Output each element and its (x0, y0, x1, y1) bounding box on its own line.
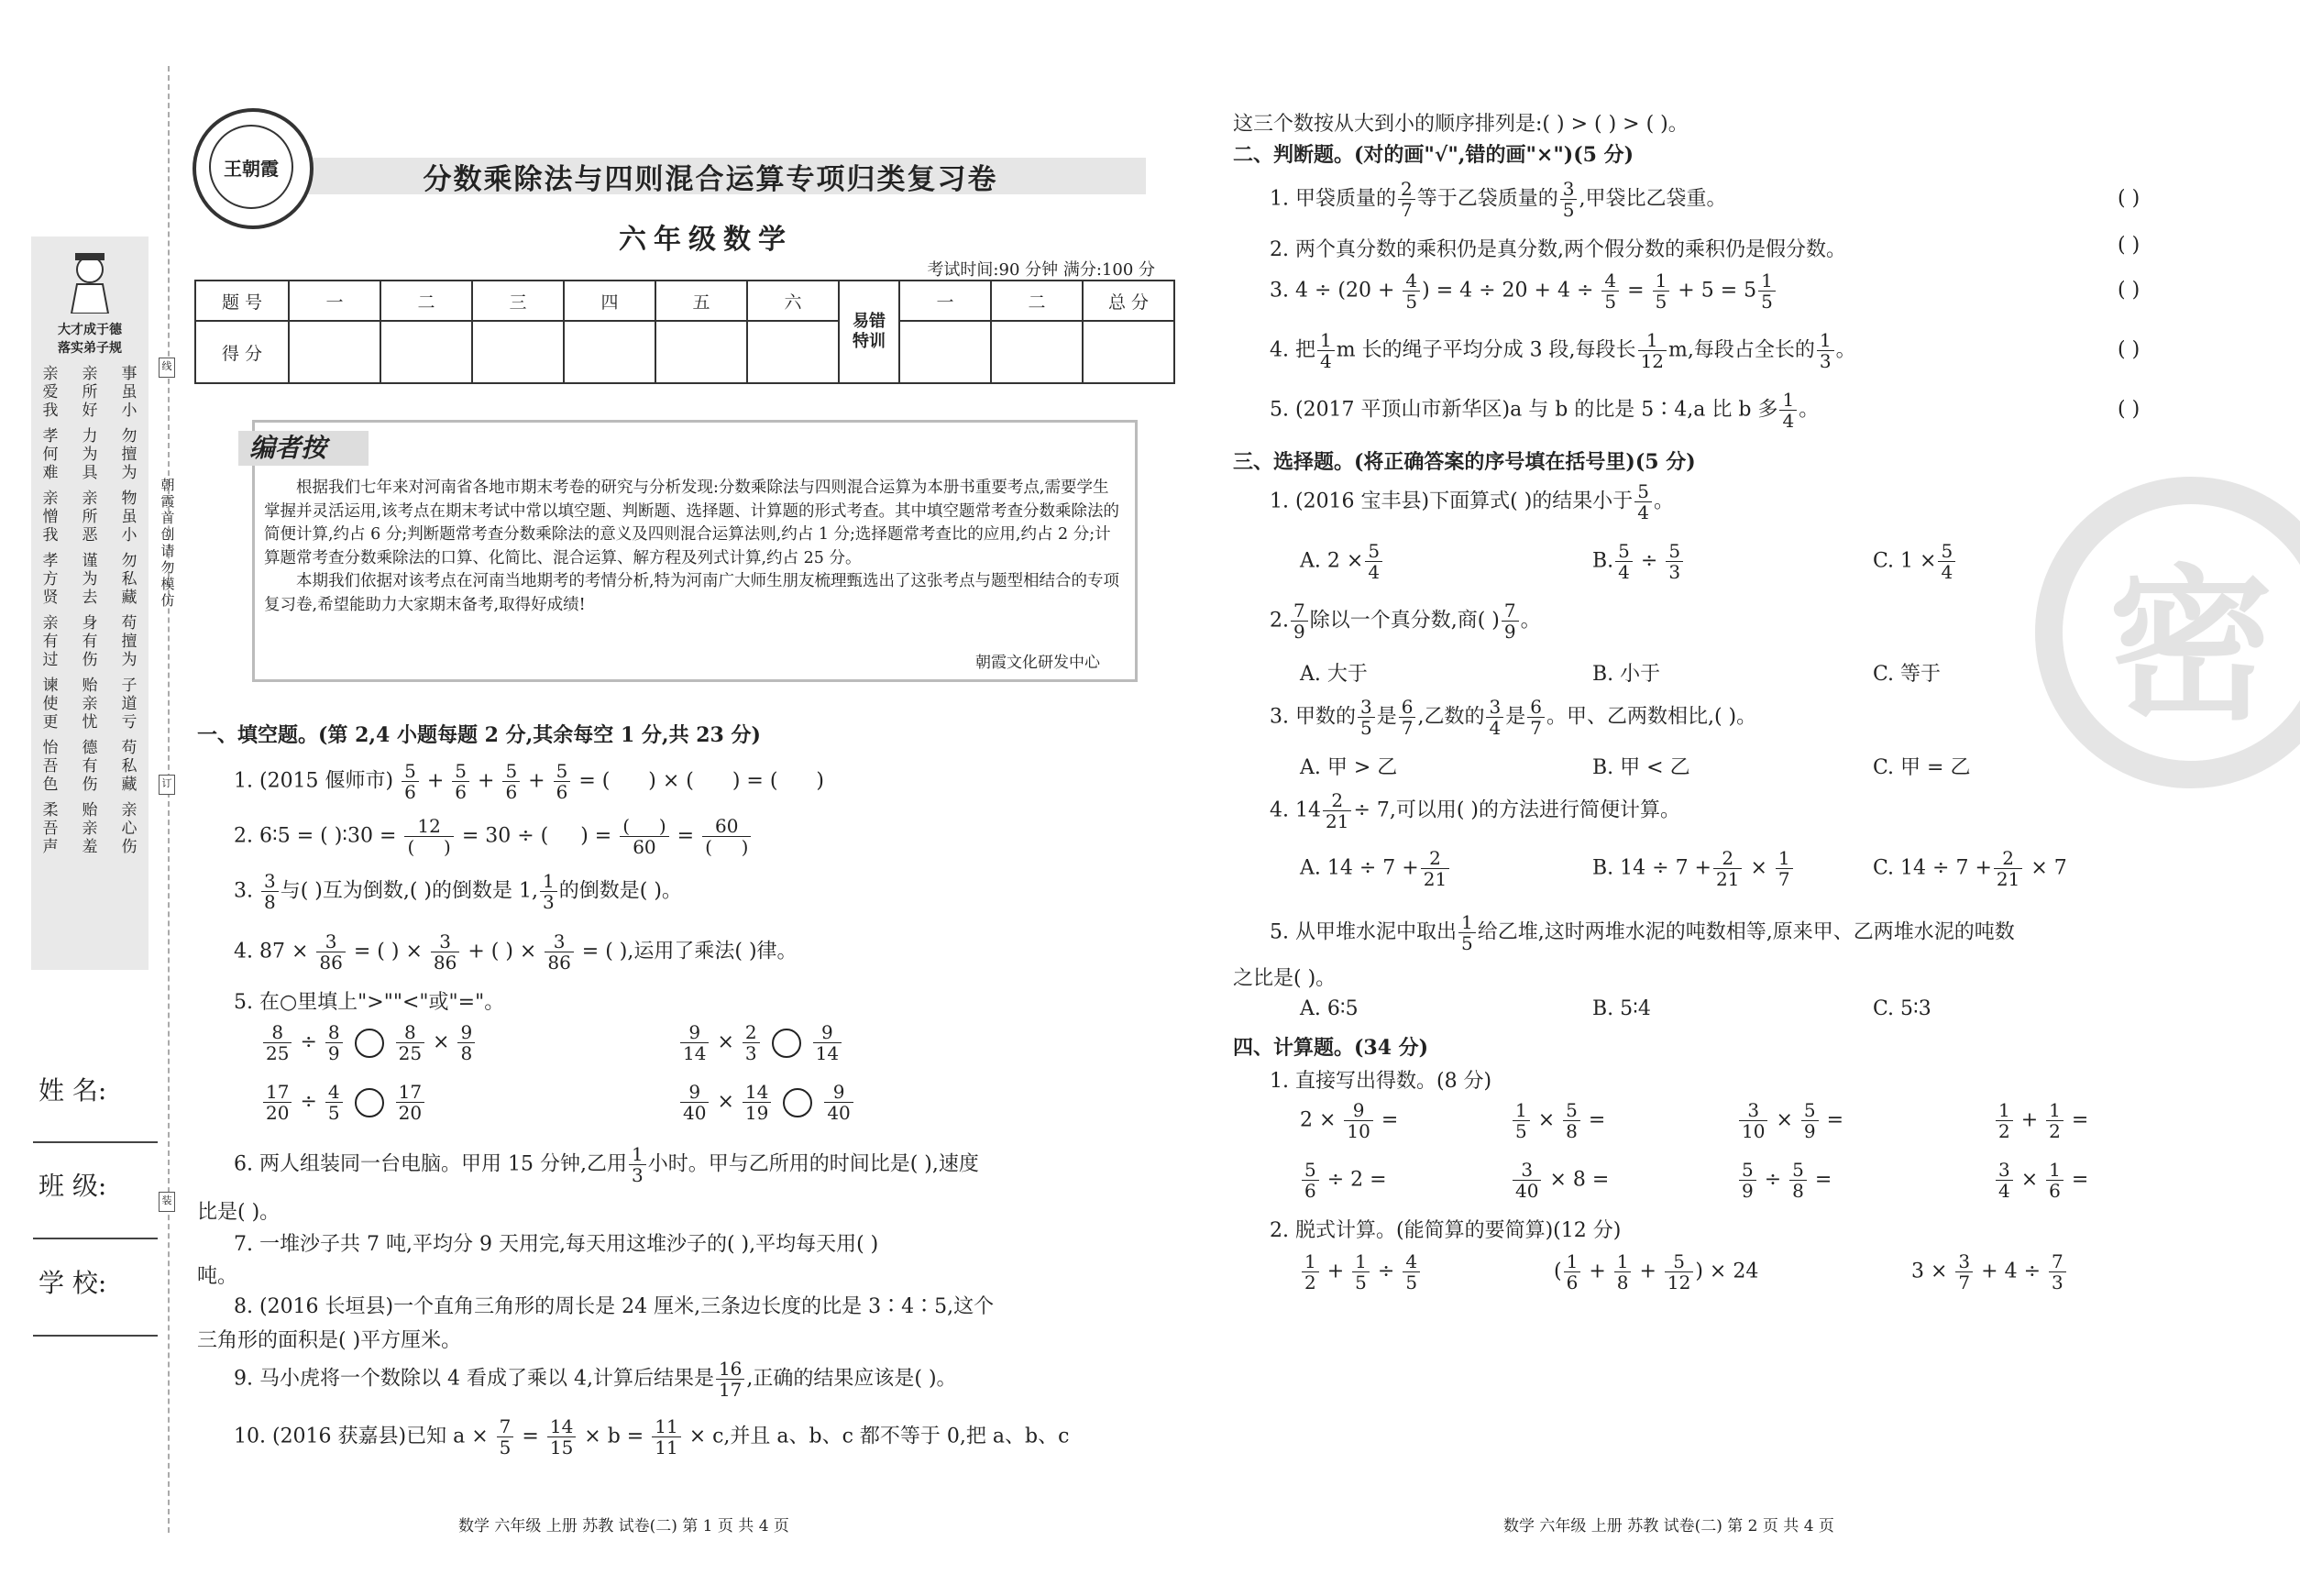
calc-part-1: 1. 直接写出得数。(8 分) (1270, 1070, 1492, 1093)
choice-option-b[interactable]: B. 14 ÷ 7 + $\frac{2}{21}$ × $\frac{1}{7}$ (1592, 848, 1795, 889)
question-text: × b = (584, 1425, 644, 1448)
question-text: 是 (1376, 705, 1397, 729)
rule-col: 孝方贤 (42, 552, 59, 607)
question-text: 1. (2016 宝丰县)下面算式( )的结果小于 (1270, 490, 1634, 513)
class-field[interactable] (33, 1238, 158, 1239)
calc-item: $\frac{1}{2}$ + $\frac{1}{2}$ = (1994, 1100, 2088, 1141)
rule-col: 柔吾声 (42, 801, 59, 856)
rule-col: 亲所恶 (82, 490, 98, 545)
question-9: 9. 马小虎将一个数除以 4 看成了乘以 4,计算后结果是 $\frac{16}{17}$ ,正确的结果应该是( )。 (234, 1358, 957, 1401)
question-4 (234, 931, 798, 973)
calc-item: $\frac{5}{6}$ ÷ 2 = (1300, 1160, 1387, 1201)
fraction: $\frac{3}{86}$ (431, 931, 459, 973)
calc-item: $\frac{3}{10}$ × $\frac{5}{9}$ = (1737, 1100, 1843, 1141)
question-5: 5. 在○里填上">""<"或"="。 (234, 991, 505, 1014)
score-input-cell[interactable] (991, 321, 1083, 383)
option-text: B. (1592, 549, 1614, 573)
section-title: 二、判断题。(对的画"√",错的画"×")(5 分) (1233, 143, 1634, 167)
sidebar-panel (31, 237, 149, 970)
rule-col: 物虽小 (121, 490, 138, 545)
choice-option-a[interactable]: A. 大于 (1300, 663, 1368, 686)
choice-option-c[interactable]: C. 1 × $\frac{5}{4}$ (1873, 541, 1957, 582)
question-text: 。甲、乙两数相比,( )。 (1546, 705, 1757, 729)
calc-item: $\frac{5}{9}$ ÷ $\frac{5}{8}$ = (1737, 1160, 1832, 1201)
score-input-cell[interactable] (1083, 321, 1174, 383)
score-header-cell: 五 (655, 281, 747, 321)
fraction: $\frac{5}{6}$ (452, 761, 469, 802)
rule-col: 亲心伤 (121, 801, 138, 856)
option-text: A. 2 × (1300, 549, 1364, 573)
editor-sign: 朝霞文化研发中心 (975, 654, 1100, 672)
compare-circle[interactable] (783, 1088, 812, 1117)
rule-group (39, 490, 141, 545)
editor-para: 本期我们依据对该考点在河南当地期考的考情分析,特为河南广大师生朋友梳理甄选出了这张考点与题型相结合的专项复习卷,希望能助力大家期末备考,取得好成绩! (264, 572, 1120, 614)
fraction: $\frac{3}{86}$ (316, 931, 345, 973)
calc-item: 2 × $\frac{9}{10}$ = (1300, 1099, 1399, 1142)
question-text: × c,并且 a、b、c 都不等于 0,把 a、b、c (688, 1425, 1070, 1448)
score-input-cell[interactable] (289, 321, 380, 383)
score-header-cell: 四 (564, 281, 655, 321)
name-label: 姓 名: (39, 1075, 107, 1106)
rule-col: 德有伤 (82, 739, 98, 794)
choice-question-2: 2. $\frac{7}{9}$ 除以一个真分数,商( ) $\frac{7}{9}$ 。 (1270, 600, 1541, 643)
question-8-cont: 三角形的面积是( )平方厘米。 (197, 1329, 462, 1352)
option-text: A. 14 ÷ 7 + (1300, 856, 1419, 880)
rule-col: 孝何难 (42, 427, 59, 482)
calc-item: $\frac{1}{2}$ + $\frac{1}{5}$ ÷ $\frac{4}{5}$ (1300, 1251, 1422, 1293)
question-text: 1. (2015 偃师市) (234, 769, 394, 793)
question-7-cont: 吨。 (197, 1265, 238, 1288)
choice-option-c[interactable]: C. 甲 = 乙 (1873, 756, 1971, 779)
fraction: $\frac{3}{86}$ (545, 931, 573, 973)
question-text: = ( ) × (353, 940, 423, 963)
score-header-cell: 二 (380, 281, 472, 321)
brand-logo (193, 108, 314, 229)
fraction: $\frac{3}{8}$ (261, 871, 279, 912)
question-text: ,乙数的 (1417, 705, 1485, 729)
rule-col: 力为具 (82, 427, 98, 482)
choice-option-c[interactable]: C. 5∶3 (1873, 997, 1931, 1020)
question-text: 5. 从甲堆水泥中取出 (1270, 920, 1457, 944)
question-text: ,正确的结果应该是( )。 (746, 1367, 957, 1391)
fraction: $\frac{5}{6}$ (554, 761, 571, 802)
score-header-cell: 六 (747, 281, 839, 321)
fraction: $\frac{( )}{60}$ (620, 816, 668, 857)
question-text: 是 (1505, 705, 1526, 729)
rule-col: 贻亲忧 (82, 677, 98, 732)
score-table (194, 280, 1175, 384)
compare-item: $\frac{17}{20}$ ÷ $\frac{4}{5}$ $\frac{17}{20}$ (261, 1082, 426, 1123)
judge-answer[interactable]: ( ) (2118, 338, 2140, 361)
score-input-cell[interactable] (747, 321, 839, 383)
question-3 (234, 871, 682, 912)
score-header-cell: 三 (472, 281, 564, 321)
question-8: 8. (2016 长垣县)一个直角三角形的周长是 24 厘米,三条边长度的比是 3∶4∶5,这个 (234, 1295, 995, 1318)
option-text: B. 14 ÷ 7 + (1592, 856, 1711, 880)
compare-circle[interactable] (355, 1029, 384, 1058)
judge-item: 1. 甲袋质量的 $\frac{2}{7}$ 等于乙袋质量的 $\frac{3}{5}$ ,甲袋比乙袋重。 (1270, 178, 1727, 221)
question-text: = ( ),运用了乘法( )律。 (581, 940, 798, 963)
editor-note-tag: 编者按 (238, 431, 369, 466)
choice-option-c[interactable]: C. 14 ÷ 7 + $\frac{2}{21}$ × 7 (1873, 847, 2067, 890)
question-text: 2. 6∶5 = ( )∶30 = (234, 824, 397, 848)
fraction: $\frac{1}{3}$ (540, 871, 557, 912)
calc-item: $\frac{1}{5}$ × $\frac{5}{8}$ = (1511, 1100, 1605, 1141)
question-text: 4. 87 × (234, 940, 309, 963)
exam-info: 考试时间:90 分钟 满分:100 分 (927, 260, 1155, 280)
question-text: 的倒数是( )。 (558, 879, 682, 903)
question-text: 10. (2016 获嘉县)已知 a × (234, 1425, 489, 1448)
rule-col: 谏使更 (42, 677, 59, 732)
compare-item: $\frac{9}{14}$ × $\frac{2}{3}$ $\frac{9}{14}$ (678, 1022, 843, 1063)
editor-note-text (264, 477, 1121, 617)
cut-mark: 装 (159, 1192, 175, 1212)
question-10-cont: 这三个数按从大到小的顺序排列是:( ) > ( ) > ( )。 (1233, 113, 1689, 136)
cut-mark: 订 (159, 775, 175, 795)
rule-group (39, 801, 141, 856)
question-1: 1. (2015 偃师市) $\frac{5}{6}$ + $\frac{5}{6}$ + $\frac{5}{6}$ + $\frac{5}{6}$ = ( ) × ( ) = ( ) (234, 760, 824, 803)
compare-circle[interactable] (355, 1088, 384, 1117)
question-text: 4. 14 (1270, 798, 1321, 822)
motto-line-1: 大才成于德 (58, 323, 122, 337)
fraction: $\frac{60}{( )}$ (702, 816, 751, 857)
fraction: $\frac{5}{6}$ (502, 761, 520, 802)
rule-col: 亲憎我 (42, 490, 59, 545)
option-text: C. 14 ÷ 7 + (1873, 856, 1992, 880)
section-title: 一、填空题。(第 2,4 小题每题 2 分,其余每空 1 分,共 23 分) (197, 723, 761, 747)
section-title: 四、计算题。(34 分) (1233, 1036, 1429, 1060)
question-text: = (522, 1425, 545, 1448)
rule-col: 怡吾色 (42, 739, 59, 794)
judge-answer[interactable]: ( ) (2118, 398, 2140, 421)
choice-question-1: 1. (2016 宝丰县)下面算式( )的结果小于 $\frac{5}{4}$ 。 (1270, 480, 1675, 523)
rule-col: 亲有过 (42, 614, 59, 669)
rule-group (39, 677, 141, 732)
score-header-cell: 题 号 (195, 281, 289, 321)
sidebar-motto (31, 321, 149, 358)
choice-option-b[interactable]: B. 甲 < 乙 (1592, 756, 1690, 779)
score-input-cell[interactable] (472, 321, 564, 383)
secret-seal-watermark: 密 (2035, 477, 2300, 788)
choice-option-b[interactable]: B. $\frac{5}{4}$ ÷ $\frac{5}{3}$ (1592, 541, 1685, 582)
choice-question-3: 3. 甲数的 $\frac{3}{5}$ 是 $\frac{6}{7}$ ,乙数的 $\frac{3}{4}$ 是 $\frac{6}{7}$ 。甲、乙两数相比,( )。 (1270, 696, 1757, 739)
rule-col: 苟私藏 (121, 739, 138, 794)
question-text: 。 (1520, 609, 1541, 633)
compare-item: $\frac{8}{25}$ ÷ $\frac{8}{9}$ $\frac{8}{25}$ × $\frac{9}{8}$ (261, 1022, 477, 1063)
question-text: 9. 马小虎将一个数除以 4 看成了乘以 4,计算后结果是 (234, 1367, 714, 1391)
score-input-cell[interactable] (899, 321, 991, 383)
judge-item: 5. (2017 平顶山市新华区)a 与 b 的比是 5∶4,a 比 b 多 $\frac{1}{4}$ 。 (1270, 389, 1820, 432)
score-header-cell: 二 (991, 281, 1083, 321)
rule-col: 勿私藏 (121, 552, 138, 607)
logo-text: 王朝霞 (209, 125, 293, 209)
question-text: 2. (1270, 609, 1289, 633)
choice-option-a[interactable]: A. 2 × $\frac{5}{4}$ (1300, 541, 1384, 582)
fraction: $\frac{5}{6}$ (402, 761, 419, 802)
question-6-cont: 比是( )。 (197, 1201, 281, 1224)
judge-item: 4. 把 $\frac{1}{4}$ m 长的绳子平均分成 3 段,每段长 $\frac{1}{12}$ m,每段占全长的 $\frac{1}{3}$ 。 (1270, 329, 1856, 372)
subtitle: 六年级数学 (619, 224, 793, 256)
judge-answer[interactable]: ( ) (2118, 279, 2140, 302)
rule-col: 亲爱我 (42, 365, 59, 420)
question-text: ÷ 7,可以用( )的方法进行简便计算。 (1353, 798, 1681, 822)
score-input-cell[interactable] (655, 321, 747, 383)
sidebar-rules (39, 365, 141, 864)
class-label: 班 级: (39, 1171, 107, 1201)
question-text: 与( )互为倒数,( )的倒数是 1, (280, 879, 539, 903)
question-text: 小时。甲与乙所用的时间比是( ),速度 (647, 1152, 979, 1176)
rule-group (39, 552, 141, 607)
question-text: 给乙堆,这时两堆水泥的吨数相等,原来甲、乙两堆水泥的吨数 (1477, 920, 2015, 944)
question-10: 10. (2016 获嘉县)已知 a × $\frac{7}{5}$ = $\frac{14}{15}$ × b = $\frac{11}{11}$ × c,并且 a、b、c 都不等于 0,把 a、b、c (234, 1415, 1070, 1458)
question-7: 7. 一堆沙子共 7 吨,平均分 9 天用完,每天用这堆沙子的( ),平均每天用( ) (234, 1233, 879, 1256)
calc-part-2: 2. 脱式计算。(能简算的要简算)(12 分) (1270, 1219, 1622, 1242)
choice-question-5: 5. 从甲堆水泥中取出 $\frac{1}{5}$ 给乙堆,这时两堆水泥的吨数相等,原来甲、乙两堆水泥的吨数 (1270, 911, 2015, 954)
choice-option-b[interactable]: B. 小于 (1592, 663, 1661, 686)
rule-col: 事虽小 (121, 365, 138, 420)
footer-right: 数学 六年级 上册 苏教 试卷(二) 第 2 页 共 4 页 (1503, 1517, 1834, 1535)
school-label: 学 校: (39, 1268, 107, 1298)
choice-option-a[interactable]: A. 6∶5 (1300, 997, 1359, 1020)
question-text: + ( ) × (468, 940, 537, 963)
option-text: C. 1 × (1873, 549, 1937, 573)
calc-item: ( $\frac{1}{6}$ + $\frac{1}{8}$ + $\frac{5}{12}$ ) × 24 (1554, 1250, 1759, 1293)
score-row-label: 得 分 (195, 321, 289, 383)
rule-col: 勿擅为 (121, 427, 138, 482)
compare-circle[interactable] (772, 1029, 801, 1058)
section-title: 三、选择题。(将正确答案的序号填在括号里)(5 分) (1233, 450, 1696, 474)
choice-option-a[interactable]: A. 14 ÷ 7 + $\frac{2}{21}$ (1300, 848, 1451, 889)
rule-group (39, 427, 141, 482)
question-6: 6. 两人组装同一台电脑。甲用 15 分钟,乙用 $\frac{1}{3}$ 小时。甲与乙所用的时间比是( ),速度 (234, 1143, 979, 1186)
calc-item: $\frac{3}{40}$ × 8 = (1511, 1160, 1609, 1201)
score-input-cell[interactable] (564, 321, 655, 383)
question-text: 除以一个真分数,商( ) (1309, 609, 1500, 633)
error-training-cell: 易错特训 (839, 281, 899, 383)
choice-question-4: 4. 14 $\frac{2}{21}$ ÷ 7,可以用( )的方法进行简便计算。 (1270, 789, 1681, 832)
score-header-cell: 一 (289, 281, 380, 321)
choice-question-5-cont: 之比是( )。 (1233, 967, 1337, 990)
compare-item: $\frac{9}{40}$ × $\frac{14}{19}$ $\frac{9}{40}$ (678, 1082, 855, 1123)
editor-para: 根据我们七年来对河南省各地市期末考卷的研究与分析发现:分数乘除法与四则混合运算为本册书重要考点,需要学生掌握并灵活运用,该考点在期末考试中常以填空题、判断题、选择题、计算题的形式考查。其中填空题常考查分数乘除法的简便计算,约占 6 分;判断题常考查分数乘除法的意义及四则混合运算法则,约占 1 分;选择题常考查比的应用,约占 2 分;计算题常考查分数乘除法的口算、化简比、混合运算、解方程及列式计算,约占 25 分。 (264, 479, 1120, 567)
rule-col: 子道亏 (121, 677, 138, 732)
judge-item: 3. 4 ÷ (20 + $\frac{4}{5}$ ) = 4 ÷ 20 + 4 ÷ $\frac{4}{5}$ = $\frac{1}{5}$ + 5 = 5 $\frac{1}{5}$ (1270, 270, 1777, 312)
choice-option-b[interactable]: B. 5∶4 (1592, 997, 1651, 1020)
cut-mark: 线 (159, 358, 175, 378)
footer-left: 数学 六年级 上册 苏教 试卷(二) 第 1 页 共 4 页 (458, 1517, 789, 1535)
vertical-note: 朝霞首创 请勿模仿 (160, 477, 175, 609)
question-text: 3. (234, 879, 253, 903)
rule-group (39, 739, 141, 794)
fraction: $\frac{12}{( )}$ (404, 816, 453, 857)
score-header-cell: 总 分 (1083, 281, 1174, 321)
score-input-cell[interactable] (380, 321, 472, 383)
rule-col: 谨为去 (82, 552, 98, 607)
motto-line-2: 落实弟子规 (58, 341, 122, 356)
choice-option-c[interactable]: C. 等于 (1873, 663, 1942, 686)
page-title: 分数乘除法与四则混合运算专项归类复习卷 (423, 163, 998, 196)
rule-col: 亲所好 (82, 365, 98, 420)
choice-option-a[interactable]: A. 甲 > 乙 (1300, 756, 1398, 779)
score-header-cell: 一 (899, 281, 991, 321)
calc-item: $\frac{3}{4}$ × $\frac{1}{6}$ = (1994, 1160, 2088, 1201)
rule-group (39, 614, 141, 669)
mascot-icon (62, 249, 117, 314)
question-text: 6. 两人组装同一台电脑。甲用 15 分钟,乙用 (234, 1152, 627, 1176)
rule-col: 身有伤 (82, 614, 98, 669)
rule-col: 苟擅为 (121, 614, 138, 669)
school-field[interactable] (33, 1335, 158, 1337)
question-text: 3. 甲数的 (1270, 705, 1356, 729)
question-2: 2. 6∶5 = ( )∶30 = $\frac{12}{( )}$ = 30 ÷ ( ) = $\frac{( )}{60}$ = $\frac{60}{( )}$ (234, 816, 753, 857)
rule-group (39, 365, 141, 420)
rule-col: 贻亲羞 (82, 801, 98, 856)
judge-item: 2. 两个真分数的乘积仍是真分数,两个假分数的乘积仍是假分数。 (1270, 238, 1846, 261)
calc-item: 3 × $\frac{3}{7}$ + 4 ÷ $\frac{7}{3}$ (1911, 1251, 2068, 1293)
judge-answer[interactable]: ( ) (2118, 234, 2140, 257)
name-field[interactable] (33, 1141, 158, 1143)
binding-dashed-line (168, 66, 170, 1533)
judge-answer[interactable]: ( ) (2118, 187, 2140, 210)
